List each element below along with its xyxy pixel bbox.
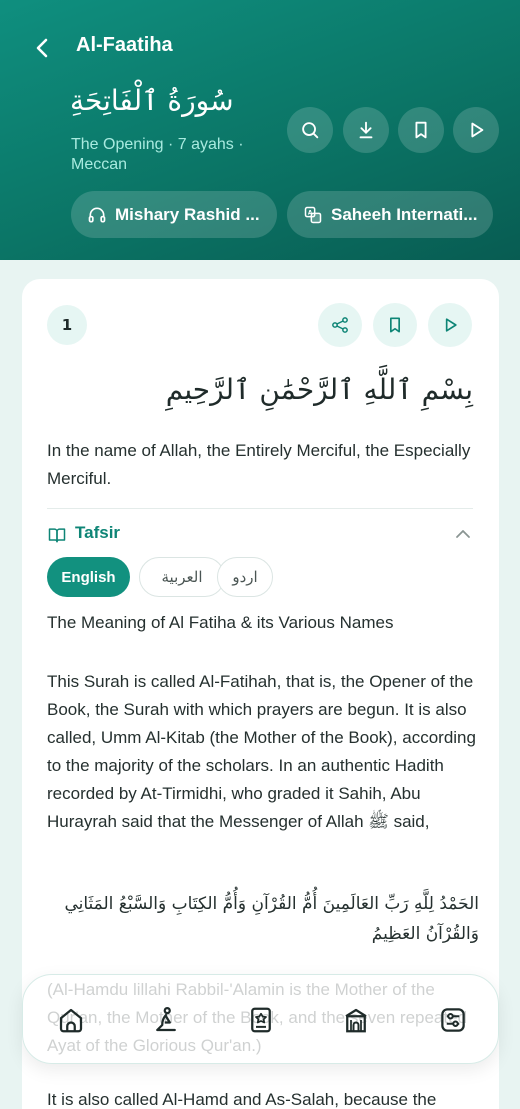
translate-icon (303, 205, 323, 225)
ayah-arabic-text: بِسْمِ ٱللَّهِ ٱلرَّحْمَٰنِ ٱلرَّحِيمِ (165, 373, 473, 406)
tafsir-lang-urdu[interactable]: اردو (217, 557, 273, 597)
tafsir-lang-english[interactable]: English (47, 557, 130, 597)
reciter-selector[interactable] (71, 191, 277, 238)
nav-home[interactable] (51, 1000, 91, 1040)
chevron-left-icon[interactable] (30, 34, 54, 62)
bookmark-surah-button[interactable] (398, 107, 444, 153)
page-title: Al-Faatiha (76, 34, 173, 56)
translation-name: Saheeh Internati... (331, 204, 478, 224)
surah-subtitle: The Opening · 7 ayahs · Meccan (71, 136, 244, 173)
play-surah-button[interactable] (453, 107, 499, 153)
mosque-icon (341, 1005, 371, 1035)
tafsir-toggle[interactable]: Tafsir (75, 523, 121, 542)
bookmark-icon (410, 119, 432, 141)
share-icon (330, 315, 350, 335)
tafsir-lang-arabic[interactable]: العربية (139, 557, 225, 597)
divider (47, 508, 473, 509)
search-button[interactable] (287, 107, 333, 153)
share-ayah-button[interactable] (318, 303, 362, 347)
settings-icon (438, 1005, 468, 1035)
surah-arabic-name: سُورَةُ ٱلْفَاتِحَةِ (70, 84, 234, 117)
bottom-navigation (22, 974, 499, 1064)
home-icon (56, 1005, 86, 1035)
prayer-icon (151, 1005, 181, 1035)
svg-text:A: A (307, 210, 313, 217)
chevron-up-icon[interactable] (454, 527, 472, 541)
reciter-name: Mishary Rashid ... (115, 204, 260, 224)
download-button[interactable] (343, 107, 389, 153)
play-ayah-button[interactable] (428, 303, 472, 347)
tafsir-heading: The Meaning of Al Fatiha & its Various Names (47, 613, 394, 632)
nav-quran[interactable] (241, 1000, 281, 1040)
ayah-translation: In the name of Allah, the Entirely Merciful, the Especially Merciful. (47, 441, 471, 488)
bookmark-icon (385, 315, 405, 335)
play-icon (440, 315, 460, 335)
headphones-icon (87, 205, 107, 225)
book-open-icon (47, 525, 67, 545)
translation-selector[interactable] (287, 191, 493, 238)
bookmark-ayah-button[interactable] (373, 303, 417, 347)
tafsir-continuation: It is also called Al-Hamd and As-Salah, because the (47, 1090, 437, 1109)
surah-header (0, 0, 520, 260)
nav-prayer[interactable] (146, 1000, 186, 1040)
play-icon (465, 119, 487, 141)
download-icon (355, 119, 377, 141)
tafsir-paragraph: This Surah is called Al-Fatihah, that is, the Opener of the Book, the Surah with which prayers are begun. It is also called, Umm Al-Kitab (the Mother of the Book), according to the majority of the scholars. In an authentic Hadith recorded by At-Tirmidhi, who graded it Sahih, Abu Hurayrah said that the Messenger of Allah ﷺ said, (47, 672, 476, 831)
search-icon (299, 119, 321, 141)
nav-mosque[interactable] (336, 1000, 376, 1040)
nav-settings[interactable] (433, 1000, 473, 1040)
quran-icon (246, 1005, 276, 1035)
tafsir-arabic-quote: الحَمْدُ لِلَّهِ رَبِّ العَالَمِينَ أُمُّ القُرْآنِ وَأُمُّ الكِتَابِ وَالسَّبْعُ المَثَانِي وَالقُرْآنُ العَظِيمُ (64, 894, 479, 944)
ayah-number-badge: 1 (47, 305, 87, 345)
